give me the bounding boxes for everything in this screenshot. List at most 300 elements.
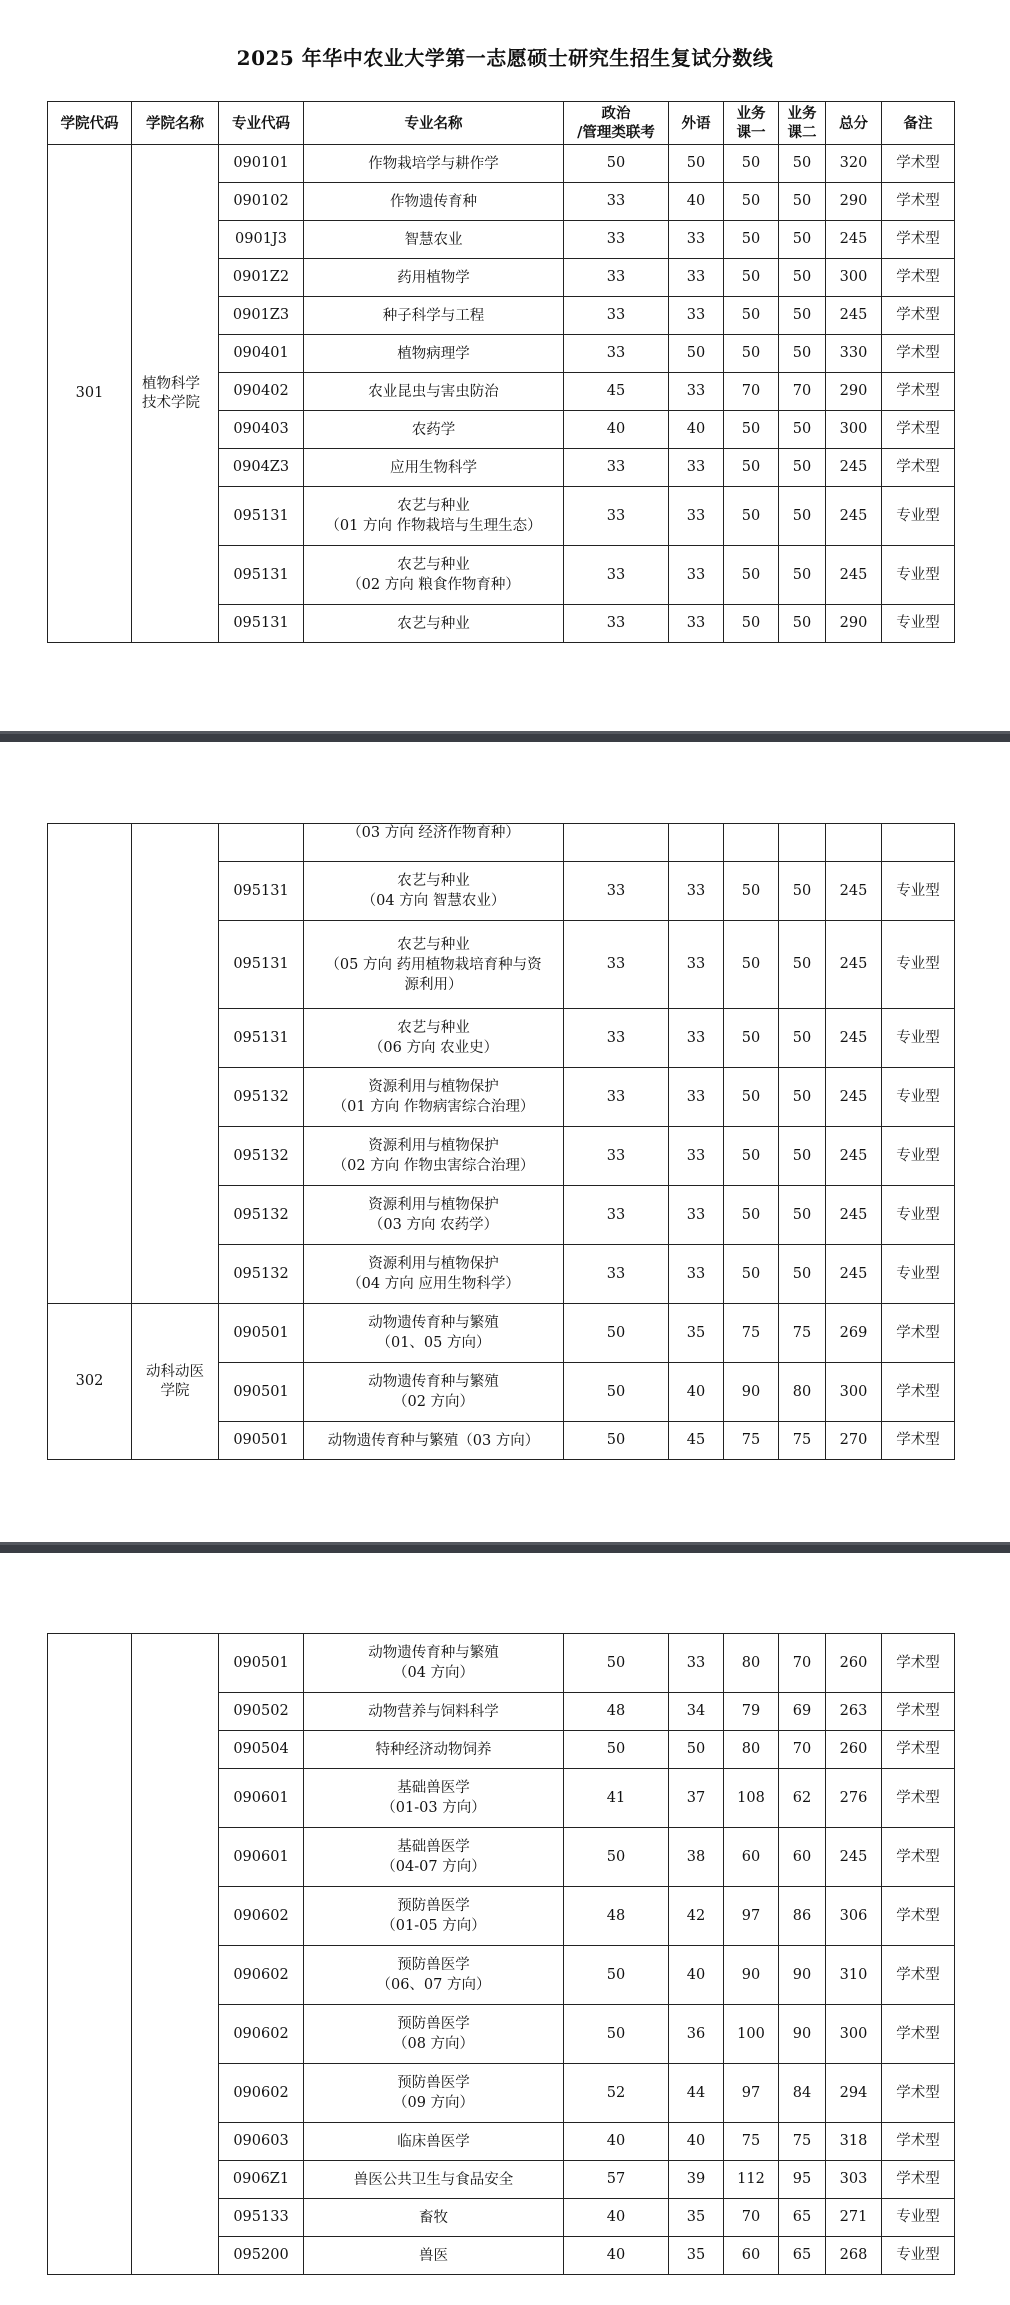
course2-score: 50 xyxy=(779,183,826,221)
course1-score: 70 xyxy=(724,2199,779,2237)
total-score: 245 xyxy=(826,1828,882,1887)
total-score: 245 xyxy=(826,1245,882,1304)
major-name: 预防兽医学 （09 方向） xyxy=(304,2064,564,2123)
language-score: 50 xyxy=(669,335,724,373)
politics-score: 33 xyxy=(564,259,669,297)
major-name: 特种经济动物饲养 xyxy=(304,1731,564,1769)
course2-score: 50 xyxy=(779,145,826,183)
major-name: 农艺与种业 （02 方向 粮食作物育种） xyxy=(304,546,564,605)
course2-score: 50 xyxy=(779,259,826,297)
language-score: 33 xyxy=(669,862,724,921)
type-note: 学术型 xyxy=(882,1634,955,1693)
major-code: 095200 xyxy=(219,2237,304,2275)
course1-score: 50 xyxy=(724,145,779,183)
college-name-cell: 动科动医 学院 xyxy=(132,1304,219,1460)
course2-score: 90 xyxy=(779,2005,826,2064)
major-name: 动物遗传育种与繁殖 （02 方向） xyxy=(304,1363,564,1422)
language-score: 33 xyxy=(669,1127,724,1186)
politics-score: 41 xyxy=(564,1769,669,1828)
language-score: 33 xyxy=(669,921,724,1009)
major-code: 090501 xyxy=(219,1363,304,1422)
score-table-part-2 xyxy=(47,823,955,1460)
course2-score: 50 xyxy=(779,221,826,259)
total-score: 300 xyxy=(826,1363,882,1422)
politics-score: 50 xyxy=(564,1634,669,1693)
empty-cell xyxy=(882,824,955,862)
total-score: 245 xyxy=(826,921,882,1009)
language-score: 33 xyxy=(669,1245,724,1304)
politics-score: 40 xyxy=(564,2199,669,2237)
type-note: 学术型 xyxy=(882,221,955,259)
type-note: 学术型 xyxy=(882,183,955,221)
type-note: 专业型 xyxy=(882,546,955,605)
major-code: 095132 xyxy=(219,1245,304,1304)
major-name: 资源利用与植物保护 （04 方向 应用生物科学） xyxy=(304,1245,564,1304)
total-score: 245 xyxy=(826,487,882,546)
course1-score: 50 xyxy=(724,259,779,297)
type-note: 学术型 xyxy=(882,145,955,183)
language-score: 33 xyxy=(669,546,724,605)
college-name-cell: 植物科学 技术学院 xyxy=(132,145,219,643)
total-score: 320 xyxy=(826,145,882,183)
course2-score: 95 xyxy=(779,2161,826,2199)
college-name-cell xyxy=(132,824,219,1304)
major-name: （03 方向 经济作物育种） xyxy=(304,824,564,862)
major-code: 090102 xyxy=(219,183,304,221)
politics-score: 50 xyxy=(564,1422,669,1460)
major-name: 农艺与种业 xyxy=(304,605,564,643)
total-score: 245 xyxy=(826,546,882,605)
course1-score: 97 xyxy=(724,2064,779,2123)
total-score: 330 xyxy=(826,335,882,373)
college-code-cell xyxy=(48,824,132,1304)
course1-score: 75 xyxy=(724,2123,779,2161)
language-score: 42 xyxy=(669,1887,724,1946)
empty-cell xyxy=(669,824,724,862)
course1-score: 50 xyxy=(724,921,779,1009)
type-note: 专业型 xyxy=(882,1245,955,1304)
total-score: 245 xyxy=(826,297,882,335)
major-code: 090601 xyxy=(219,1828,304,1887)
type-note: 学术型 xyxy=(882,2005,955,2064)
course2-score: 50 xyxy=(779,1009,826,1068)
course2-score: 50 xyxy=(779,1068,826,1127)
politics-score: 40 xyxy=(564,2123,669,2161)
major-code: 095131 xyxy=(219,862,304,921)
major-code: 095131 xyxy=(219,605,304,643)
type-note: 专业型 xyxy=(882,1186,955,1245)
major-code: 0901J3 xyxy=(219,221,304,259)
major-name: 智慧农业 xyxy=(304,221,564,259)
empty-cell xyxy=(826,824,882,862)
politics-score: 50 xyxy=(564,1946,669,2005)
major-code: 095131 xyxy=(219,1009,304,1068)
language-score: 33 xyxy=(669,373,724,411)
course2-score: 62 xyxy=(779,1769,826,1828)
type-note: 学术型 xyxy=(882,373,955,411)
total-score: 245 xyxy=(826,1009,882,1068)
type-note: 专业型 xyxy=(882,1009,955,1068)
total-score: 245 xyxy=(826,449,882,487)
header-total: 总分 xyxy=(826,102,882,145)
total-score: 300 xyxy=(826,259,882,297)
course1-score: 50 xyxy=(724,1186,779,1245)
header-major-name: 专业名称 xyxy=(304,102,564,145)
total-score: 290 xyxy=(826,373,882,411)
total-score: 303 xyxy=(826,2161,882,2199)
major-name: 资源利用与植物保护 （03 方向 农药学） xyxy=(304,1186,564,1245)
major-code: 090603 xyxy=(219,2123,304,2161)
major-code: 095133 xyxy=(219,2199,304,2237)
college-code-cell: 301 xyxy=(48,145,132,643)
course2-score: 50 xyxy=(779,411,826,449)
major-name: 预防兽医学 （06、07 方向） xyxy=(304,1946,564,2005)
language-score: 33 xyxy=(669,259,724,297)
course1-score: 100 xyxy=(724,2005,779,2064)
course1-score: 50 xyxy=(724,183,779,221)
politics-score: 33 xyxy=(564,1068,669,1127)
major-name: 临床兽医学 xyxy=(304,2123,564,2161)
total-score: 245 xyxy=(826,862,882,921)
politics-score: 33 xyxy=(564,605,669,643)
type-note: 专业型 xyxy=(882,1068,955,1127)
table-row xyxy=(48,1634,955,1693)
empty-cell xyxy=(779,824,826,862)
major-code: 095131 xyxy=(219,546,304,605)
politics-score: 48 xyxy=(564,1887,669,1946)
type-note: 学术型 xyxy=(882,1769,955,1828)
course2-score: 50 xyxy=(779,1245,826,1304)
total-score: 300 xyxy=(826,411,882,449)
major-name: 动物营养与饲料科学 xyxy=(304,1693,564,1731)
course1-score: 50 xyxy=(724,605,779,643)
major-code xyxy=(219,824,304,862)
type-note: 学术型 xyxy=(882,2123,955,2161)
header-politics: 政治 /管理类联考 xyxy=(564,102,669,145)
total-score: 263 xyxy=(826,1693,882,1731)
course2-score: 50 xyxy=(779,487,826,546)
course1-score: 50 xyxy=(724,1009,779,1068)
total-score: 300 xyxy=(826,2005,882,2064)
major-name: 资源利用与植物保护 （01 方向 作物病害综合治理） xyxy=(304,1068,564,1127)
politics-score: 33 xyxy=(564,183,669,221)
course2-score: 75 xyxy=(779,1304,826,1363)
college-name-cell xyxy=(132,1634,219,2275)
politics-score: 33 xyxy=(564,1245,669,1304)
language-score: 45 xyxy=(669,1422,724,1460)
course1-score: 50 xyxy=(724,1245,779,1304)
language-score: 40 xyxy=(669,2123,724,2161)
course1-score: 50 xyxy=(724,1127,779,1186)
header-note: 备注 xyxy=(882,102,955,145)
major-name: 兽医 xyxy=(304,2237,564,2275)
politics-score: 33 xyxy=(564,221,669,259)
major-code: 090501 xyxy=(219,1634,304,1693)
table-section-3 xyxy=(47,1633,954,2275)
page-separator xyxy=(0,731,1010,742)
major-name: 应用生物科学 xyxy=(304,449,564,487)
table-row-continuation xyxy=(48,824,955,862)
major-code: 090401 xyxy=(219,335,304,373)
major-name: 动物遗传育种与繁殖（03 方向） xyxy=(304,1422,564,1460)
major-code: 090602 xyxy=(219,1946,304,2005)
major-code: 090502 xyxy=(219,1693,304,1731)
major-name: 预防兽医学 （08 方向） xyxy=(304,2005,564,2064)
politics-score: 33 xyxy=(564,335,669,373)
total-score: 294 xyxy=(826,2064,882,2123)
page-separator xyxy=(0,1542,1010,1553)
language-score: 35 xyxy=(669,1304,724,1363)
total-score: 260 xyxy=(826,1634,882,1693)
course2-score: 65 xyxy=(779,2199,826,2237)
politics-score: 50 xyxy=(564,2005,669,2064)
type-note: 学术型 xyxy=(882,1946,955,2005)
major-code: 090504 xyxy=(219,1731,304,1769)
total-score: 318 xyxy=(826,2123,882,2161)
header-course-1: 业务 课一 xyxy=(724,102,779,145)
major-code: 095131 xyxy=(219,487,304,546)
language-score: 33 xyxy=(669,1068,724,1127)
major-name: 药用植物学 xyxy=(304,259,564,297)
course2-score: 50 xyxy=(779,1127,826,1186)
major-code: 090402 xyxy=(219,373,304,411)
type-note: 学术型 xyxy=(882,1828,955,1887)
course2-score: 50 xyxy=(779,546,826,605)
total-score: 276 xyxy=(826,1769,882,1828)
major-code: 0904Z3 xyxy=(219,449,304,487)
table-row xyxy=(48,1304,955,1363)
major-name: 基础兽医学 （01-03 方向） xyxy=(304,1769,564,1828)
major-name: 畜牧 xyxy=(304,2199,564,2237)
type-note: 专业型 xyxy=(882,862,955,921)
language-score: 50 xyxy=(669,145,724,183)
major-code: 090602 xyxy=(219,2005,304,2064)
course1-score: 50 xyxy=(724,546,779,605)
empty-cell xyxy=(724,824,779,862)
course2-score: 90 xyxy=(779,1946,826,2005)
total-score: 245 xyxy=(826,1186,882,1245)
language-score: 50 xyxy=(669,1731,724,1769)
table-row xyxy=(48,145,955,183)
major-name: 农艺与种业 （04 方向 智慧农业） xyxy=(304,862,564,921)
language-score: 33 xyxy=(669,487,724,546)
header-college-code: 学院代码 xyxy=(48,102,132,145)
major-code: 090101 xyxy=(219,145,304,183)
total-score: 268 xyxy=(826,2237,882,2275)
major-name: 农业昆虫与害虫防治 xyxy=(304,373,564,411)
header-foreign-language: 外语 xyxy=(669,102,724,145)
major-code: 095132 xyxy=(219,1068,304,1127)
course1-score: 79 xyxy=(724,1693,779,1731)
major-code: 090501 xyxy=(219,1304,304,1363)
table-section-2 xyxy=(47,823,954,1460)
header-college-name: 学院名称 xyxy=(132,102,219,145)
course1-score: 50 xyxy=(724,297,779,335)
total-score: 306 xyxy=(826,1887,882,1946)
course1-score: 90 xyxy=(724,1363,779,1422)
language-score: 34 xyxy=(669,1693,724,1731)
course1-score: 60 xyxy=(724,1828,779,1887)
politics-score: 33 xyxy=(564,297,669,335)
politics-score: 40 xyxy=(564,411,669,449)
course2-score: 70 xyxy=(779,373,826,411)
language-score: 40 xyxy=(669,411,724,449)
type-note: 学术型 xyxy=(882,449,955,487)
total-score: 310 xyxy=(826,1946,882,2005)
language-score: 33 xyxy=(669,297,724,335)
major-name: 动物遗传育种与繁殖 （01、05 方向） xyxy=(304,1304,564,1363)
total-score: 271 xyxy=(826,2199,882,2237)
course1-score: 50 xyxy=(724,1068,779,1127)
total-score: 245 xyxy=(826,1127,882,1186)
course1-score: 75 xyxy=(724,1304,779,1363)
course2-score: 65 xyxy=(779,2237,826,2275)
total-score: 290 xyxy=(826,183,882,221)
major-name: 种子科学与工程 xyxy=(304,297,564,335)
politics-score: 57 xyxy=(564,2161,669,2199)
course2-score: 84 xyxy=(779,2064,826,2123)
course2-score: 50 xyxy=(779,921,826,1009)
page-title: 2025 年华中农业大学第一志愿硕士研究生招生复试分数线 xyxy=(236,46,774,70)
college-code-cell xyxy=(48,1634,132,2275)
course1-score: 112 xyxy=(724,2161,779,2199)
politics-score: 52 xyxy=(564,2064,669,2123)
college-code-cell: 302 xyxy=(48,1304,132,1460)
major-name: 植物病理学 xyxy=(304,335,564,373)
language-score: 33 xyxy=(669,1009,724,1068)
major-code: 095131 xyxy=(219,921,304,1009)
language-score: 37 xyxy=(669,1769,724,1828)
politics-score: 50 xyxy=(564,1363,669,1422)
politics-score: 33 xyxy=(564,449,669,487)
course2-score: 75 xyxy=(779,2123,826,2161)
major-name: 农艺与种业 （01 方向 作物栽培与生理生态） xyxy=(304,487,564,546)
course1-score: 50 xyxy=(724,411,779,449)
major-name: 作物遗传育种 xyxy=(304,183,564,221)
politics-score: 33 xyxy=(564,546,669,605)
major-code: 095132 xyxy=(219,1186,304,1245)
table-section-1 xyxy=(47,101,954,643)
politics-score: 48 xyxy=(564,1693,669,1731)
language-score: 40 xyxy=(669,1946,724,2005)
header-major-code: 专业代码 xyxy=(219,102,304,145)
course1-score: 80 xyxy=(724,1731,779,1769)
politics-score: 45 xyxy=(564,373,669,411)
course2-score: 50 xyxy=(779,605,826,643)
language-score: 33 xyxy=(669,221,724,259)
course1-score: 70 xyxy=(724,373,779,411)
politics-score: 33 xyxy=(564,1186,669,1245)
type-note: 学术型 xyxy=(882,411,955,449)
politics-score: 40 xyxy=(564,2237,669,2275)
politics-score: 50 xyxy=(564,145,669,183)
major-name: 农药学 xyxy=(304,411,564,449)
politics-score: 50 xyxy=(564,1731,669,1769)
course2-score: 60 xyxy=(779,1828,826,1887)
course2-score: 80 xyxy=(779,1363,826,1422)
politics-score: 33 xyxy=(564,1127,669,1186)
type-note: 学术型 xyxy=(882,1304,955,1363)
language-score: 40 xyxy=(669,1363,724,1422)
major-code: 0906Z1 xyxy=(219,2161,304,2199)
language-score: 33 xyxy=(669,605,724,643)
total-score: 269 xyxy=(826,1304,882,1363)
major-code: 095132 xyxy=(219,1127,304,1186)
type-note: 学术型 xyxy=(882,1693,955,1731)
course2-score: 50 xyxy=(779,1186,826,1245)
course2-score: 50 xyxy=(779,297,826,335)
type-note: 专业型 xyxy=(882,2199,955,2237)
type-note: 学术型 xyxy=(882,259,955,297)
header-course-2: 业务 课二 xyxy=(779,102,826,145)
type-note: 专业型 xyxy=(882,2237,955,2275)
major-name: 农艺与种业 （06 方向 农业史） xyxy=(304,1009,564,1068)
major-code: 0901Z3 xyxy=(219,297,304,335)
major-name: 兽医公共卫生与食品安全 xyxy=(304,2161,564,2199)
course1-score: 50 xyxy=(724,449,779,487)
total-score: 260 xyxy=(826,1731,882,1769)
language-score: 33 xyxy=(669,449,724,487)
language-score: 40 xyxy=(669,183,724,221)
major-code: 090501 xyxy=(219,1422,304,1460)
politics-score: 33 xyxy=(564,487,669,546)
type-note: 学术型 xyxy=(882,2161,955,2199)
major-name: 动物遗传育种与繁殖 （04 方向） xyxy=(304,1634,564,1693)
type-note: 学术型 xyxy=(882,1887,955,1946)
type-note: 学术型 xyxy=(882,335,955,373)
course1-score: 80 xyxy=(724,1634,779,1693)
course1-score: 60 xyxy=(724,2237,779,2275)
type-note: 专业型 xyxy=(882,921,955,1009)
major-name: 预防兽医学 （01-05 方向） xyxy=(304,1887,564,1946)
score-table-part-3 xyxy=(47,1633,955,2275)
politics-score: 50 xyxy=(564,1304,669,1363)
language-score: 35 xyxy=(669,2237,724,2275)
type-note: 学术型 xyxy=(882,1363,955,1422)
course1-score: 50 xyxy=(724,335,779,373)
type-note: 学术型 xyxy=(882,1731,955,1769)
course1-score: 97 xyxy=(724,1887,779,1946)
major-code: 090602 xyxy=(219,2064,304,2123)
language-score: 38 xyxy=(669,1828,724,1887)
total-score: 245 xyxy=(826,1068,882,1127)
total-score: 270 xyxy=(826,1422,882,1460)
course2-score: 69 xyxy=(779,1693,826,1731)
course2-score: 70 xyxy=(779,1731,826,1769)
politics-score: 33 xyxy=(564,921,669,1009)
course2-score: 75 xyxy=(779,1422,826,1460)
politics-score: 50 xyxy=(564,1828,669,1887)
major-code: 090602 xyxy=(219,1887,304,1946)
language-score: 44 xyxy=(669,2064,724,2123)
course2-score: 50 xyxy=(779,335,826,373)
type-note: 学术型 xyxy=(882,2064,955,2123)
language-score: 35 xyxy=(669,2199,724,2237)
type-note: 专业型 xyxy=(882,1127,955,1186)
type-note: 学术型 xyxy=(882,1422,955,1460)
major-name: 作物栽培学与耕作学 xyxy=(304,145,564,183)
course2-score: 70 xyxy=(779,1634,826,1693)
language-score: 36 xyxy=(669,2005,724,2064)
course1-score: 90 xyxy=(724,1946,779,2005)
course2-score: 86 xyxy=(779,1887,826,1946)
type-note: 专业型 xyxy=(882,605,955,643)
course1-score: 50 xyxy=(724,862,779,921)
course1-score: 108 xyxy=(724,1769,779,1828)
type-note: 学术型 xyxy=(882,297,955,335)
course2-score: 50 xyxy=(779,862,826,921)
major-code: 090403 xyxy=(219,411,304,449)
